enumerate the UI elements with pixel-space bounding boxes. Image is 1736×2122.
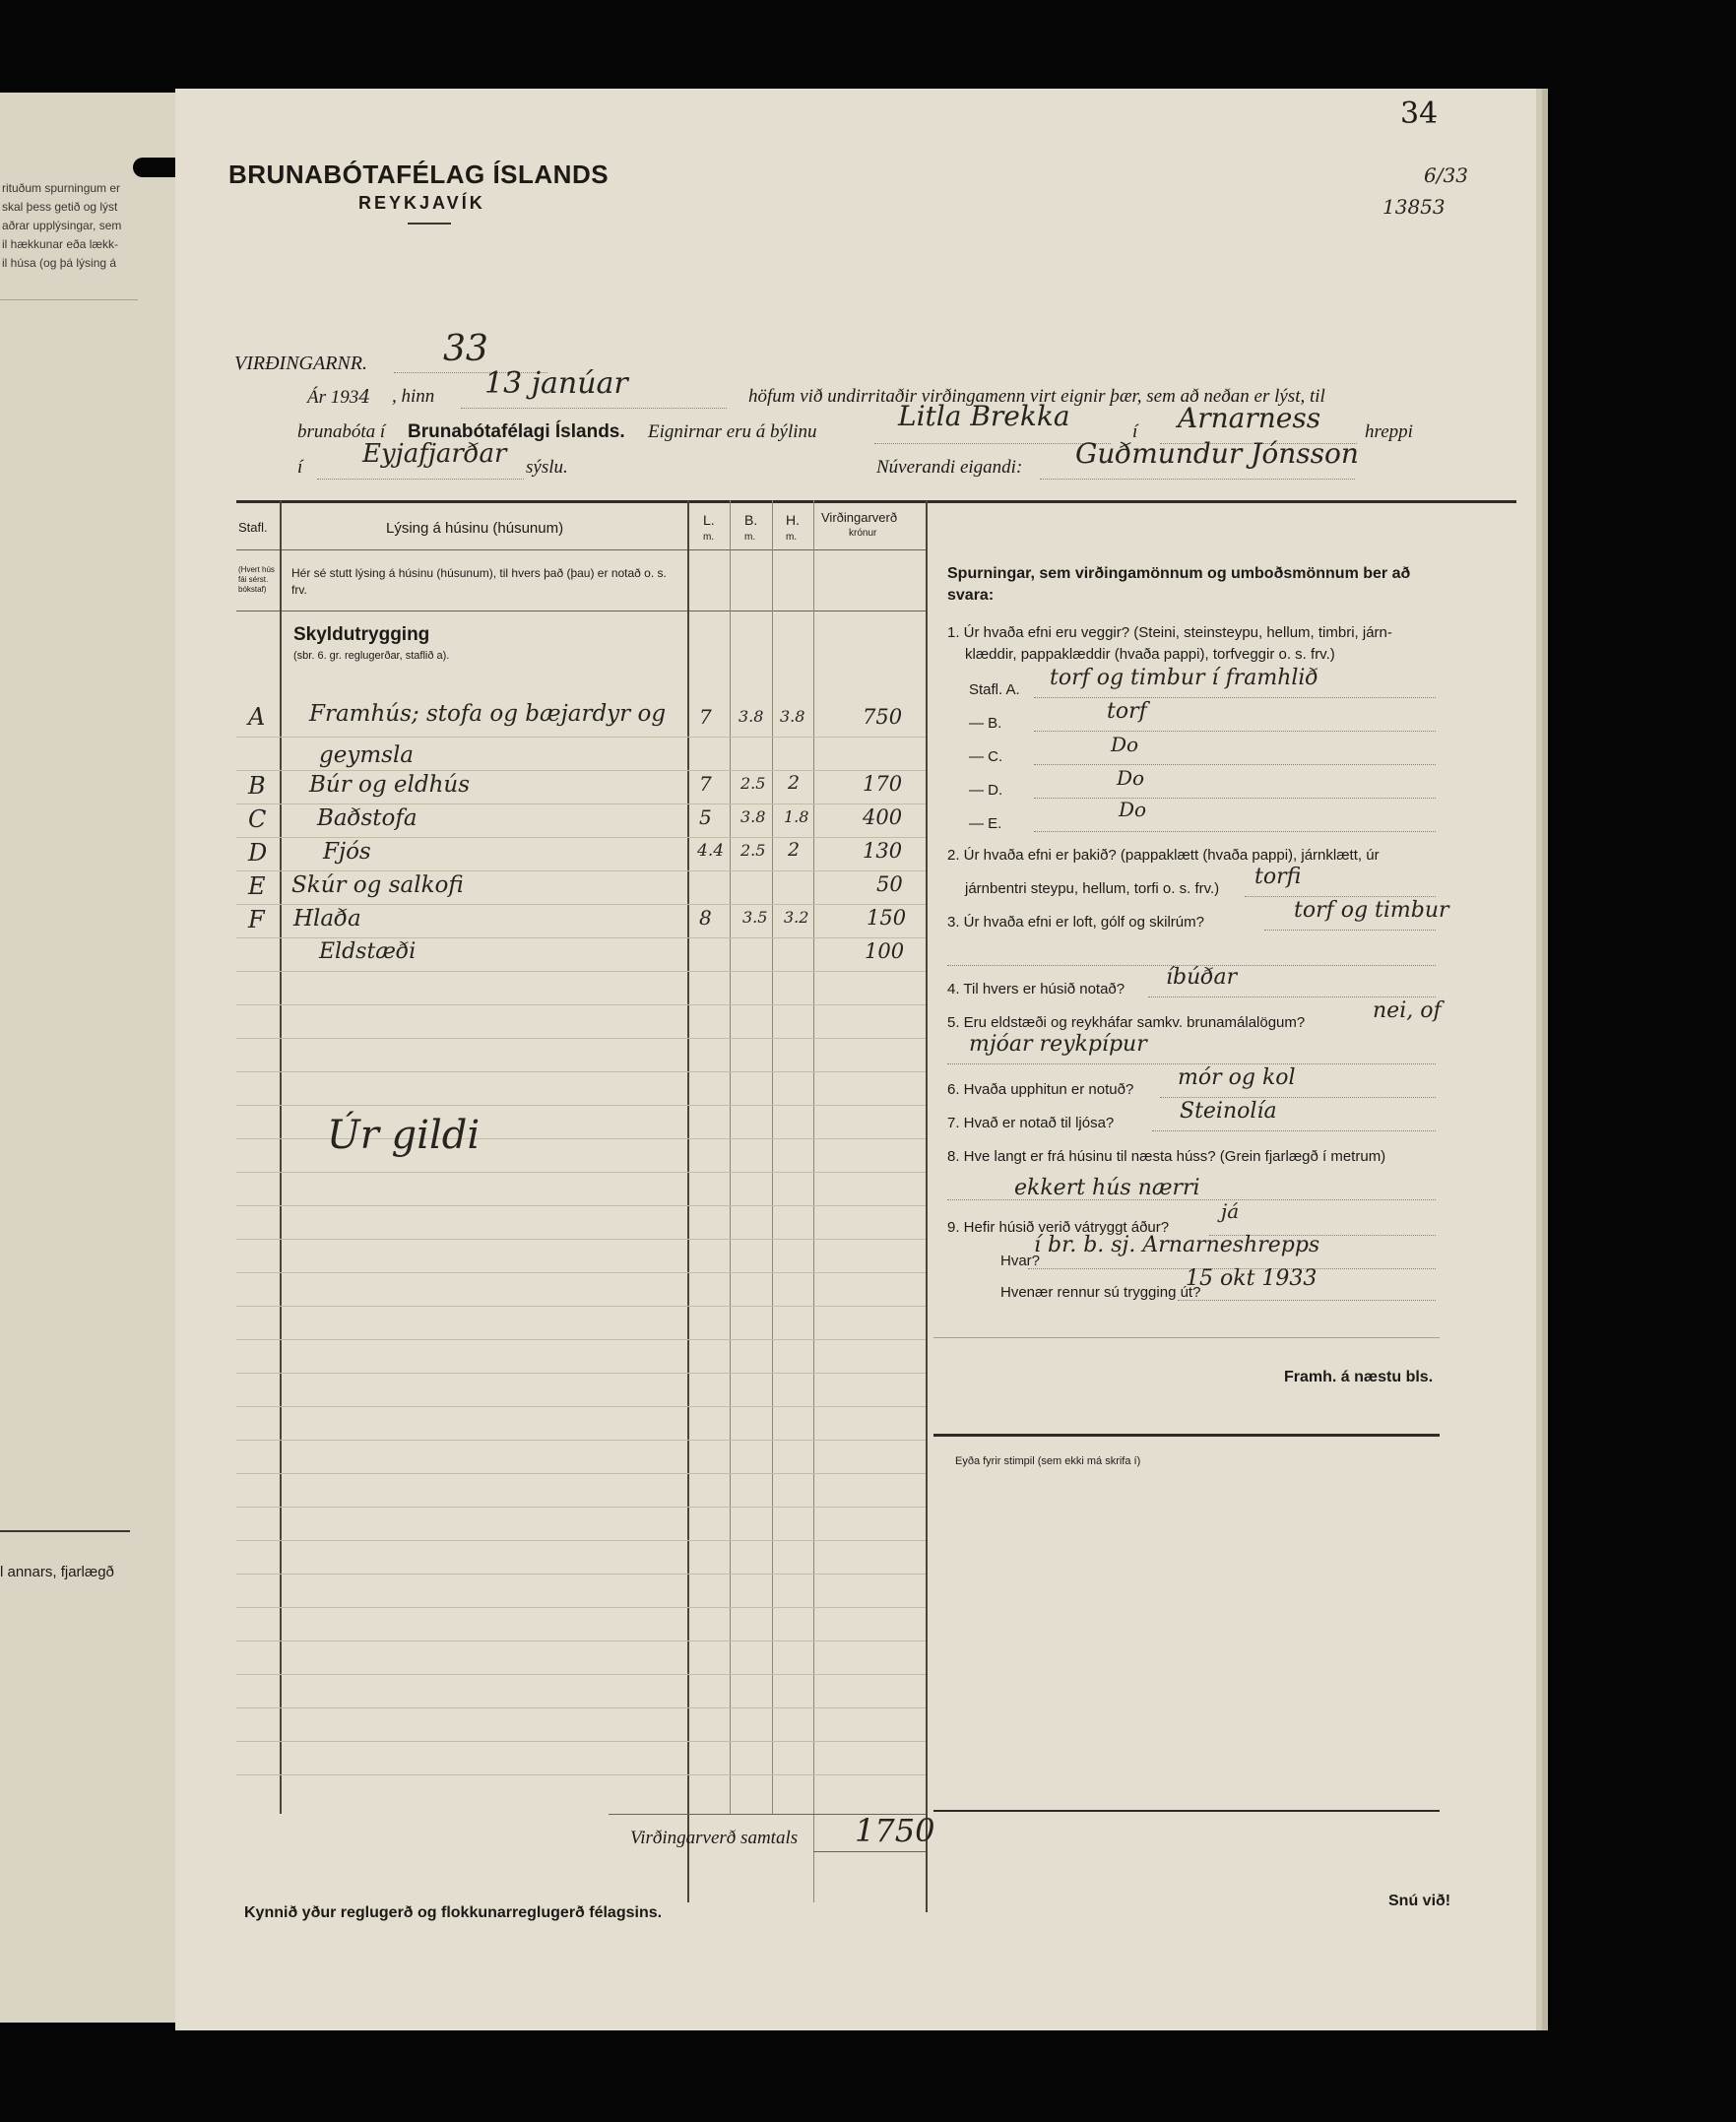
col-l-header: L. bbox=[703, 512, 715, 528]
left-line: il húsa (og þá lýsing á bbox=[2, 256, 117, 270]
sysla-value: Eyjafjarðar bbox=[362, 439, 507, 469]
q2b-text: járnbentri steypu, hellum, torfi o. s. frv.) bbox=[965, 880, 1220, 897]
table-rule-line bbox=[236, 1574, 926, 1575]
row-desc: Framhús; stofa og bæjardyr og bbox=[309, 701, 667, 727]
table-rule-line bbox=[236, 1038, 926, 1039]
q1-item-label: — E. bbox=[969, 815, 1002, 832]
col-value-header: Virðingarverð bbox=[821, 510, 898, 525]
table-rule-line bbox=[236, 904, 926, 905]
virdingarnr-label: VIRÐINGARNR. bbox=[234, 353, 367, 374]
row-b: 3.8 bbox=[739, 707, 764, 726]
i-label-2: í bbox=[297, 457, 303, 478]
q7-answer: Steinolía bbox=[1180, 1099, 1277, 1124]
q9-answer: já bbox=[1221, 1199, 1240, 1223]
col-stafl-header: Stafl. bbox=[238, 520, 268, 535]
brunabota-label: brunabóta í bbox=[297, 421, 386, 442]
col-lysing-header: Lýsing á húsinu (húsunum) bbox=[386, 520, 564, 537]
table-rule-line bbox=[236, 870, 926, 871]
table-rule-line bbox=[236, 1540, 926, 1541]
table-rule-line bbox=[236, 1707, 926, 1708]
hreppi-label: hreppi bbox=[1365, 421, 1413, 442]
table-rule-line bbox=[236, 937, 926, 938]
q8-text: 8. Hve langt er frá húsinu til næsta húss? (Grein fjarlægð í metrum) bbox=[947, 1148, 1386, 1165]
q7-text: 7. Hvað er notað til ljósa? bbox=[947, 1115, 1115, 1131]
q1-text: 1. Úr hvaða efni eru veggir? (Steini, steinsteypu, hellum, timbri, járn- bbox=[947, 624, 1392, 641]
table-rule-line bbox=[236, 1172, 926, 1173]
i-label: í bbox=[1132, 421, 1138, 442]
table-rule-line bbox=[236, 737, 926, 738]
row-value: 100 bbox=[865, 939, 905, 963]
row-stafl: C bbox=[248, 805, 267, 833]
row-value: 400 bbox=[863, 805, 903, 829]
section-title: Skyldutrygging bbox=[293, 624, 430, 645]
q1-item-value: torf og timbur í framhlið bbox=[1050, 666, 1318, 690]
company-name: Brunabótafélagi Íslands. bbox=[408, 421, 625, 442]
section-sub: (sbr. 6. gr. reglugerðar, staflið a). bbox=[293, 650, 450, 662]
row-l: 7 bbox=[699, 705, 712, 729]
table-rule-line bbox=[236, 1306, 926, 1307]
row-desc: geymsla bbox=[319, 742, 415, 768]
left-line: aðrar upplýsingar, sem bbox=[2, 219, 122, 232]
left-line: il hækkunar eða lækk- bbox=[2, 237, 119, 251]
q3-answer: torf og timbur bbox=[1294, 898, 1449, 923]
row-desc: Hlaða bbox=[293, 906, 361, 932]
q1-item-value: Do bbox=[1119, 798, 1147, 821]
row-b: 2.5 bbox=[740, 841, 766, 860]
row-h: 2 bbox=[788, 772, 801, 794]
q1-item-value: Do bbox=[1117, 766, 1145, 790]
q9-hvenaer-answer: 15 okt 1933 bbox=[1186, 1266, 1318, 1291]
row-value: 750 bbox=[863, 705, 903, 729]
year-prefix-text: Ár 193 bbox=[307, 387, 359, 408]
table-rule-line bbox=[236, 1406, 926, 1407]
syslu-label: sýslu. bbox=[526, 457, 568, 478]
left-line: skal þess getið og lýst bbox=[2, 200, 118, 214]
col-value-unit: krónur bbox=[849, 528, 877, 539]
row-value: 170 bbox=[863, 772, 903, 796]
q9-hvar-label: Hvar? bbox=[1000, 1253, 1041, 1269]
corner-ref-1: 6/33 bbox=[1424, 163, 1468, 187]
hinn-label: , hinn bbox=[392, 386, 435, 407]
row-stafl: A bbox=[248, 703, 266, 731]
total-value: 1750 bbox=[855, 1812, 935, 1849]
q6-answer: mór og kol bbox=[1178, 1065, 1296, 1090]
q9-hvenaer-label: Hvenær rennur sú trygging út? bbox=[1000, 1284, 1201, 1301]
farm-value: Litla Brekka bbox=[898, 400, 1070, 432]
row-l: 5 bbox=[699, 805, 712, 829]
left-page-bottom-text: l annars, fjarlægð bbox=[0, 1564, 114, 1580]
table-rule-line bbox=[236, 1272, 926, 1273]
row-b: 2.5 bbox=[740, 774, 766, 793]
table-rule-line bbox=[236, 1239, 926, 1240]
form-page bbox=[175, 89, 1536, 2030]
q2-text: 2. Úr hvaða efni er þakið? (pappaklætt (hvaða pappi), járnklætt, úr bbox=[947, 847, 1380, 864]
row-stafl: D bbox=[248, 839, 268, 867]
table-rule-line bbox=[236, 1205, 926, 1206]
col-b-header: B. bbox=[744, 512, 758, 528]
col-b-unit: m. bbox=[744, 532, 756, 543]
year-prefix bbox=[307, 386, 370, 409]
row-desc: Skúr og salkofi bbox=[291, 872, 464, 898]
year-digit: 4 bbox=[358, 386, 371, 408]
col-h-unit: m. bbox=[786, 532, 798, 543]
table-rule-line bbox=[236, 1440, 926, 1441]
hreppur-value: Arnarness bbox=[1178, 402, 1321, 434]
table-rule-line bbox=[236, 971, 926, 972]
q9-hvar-answer: í br. b. sj. Arnarneshrepps bbox=[1034, 1233, 1320, 1257]
q1-item-label: — D. bbox=[969, 782, 1003, 799]
row-desc: Baðstofa bbox=[317, 805, 418, 831]
left-page-snippet bbox=[2, 179, 121, 273]
table-rule-line bbox=[236, 1373, 926, 1374]
q1-item-value: torf bbox=[1107, 699, 1147, 724]
owner-label: Núverandi eigandi: bbox=[876, 457, 1023, 478]
row-l: 7 bbox=[699, 772, 712, 796]
q5-answer: nei, of bbox=[1373, 998, 1442, 1023]
row-h: 2 bbox=[788, 839, 801, 861]
lysing-note: Hér sé stutt lýsing á húsinu (húsunum), til hvers það (þau) er notað o. s. frv. bbox=[291, 566, 667, 597]
virdingarnr-value: 33 bbox=[443, 329, 488, 369]
q9-text: 9. Hefir húsið verið vátryggt áður? bbox=[947, 1219, 1170, 1236]
row-h: 1.8 bbox=[784, 807, 809, 826]
total-label: Virðingarverð samtals bbox=[630, 1828, 799, 1848]
footer-note: Kynnið yður reglugerð og flokkunarreglugerð félagsins. bbox=[244, 1904, 663, 1921]
row-b: 3.5 bbox=[742, 908, 768, 927]
table-rule-line bbox=[236, 1674, 926, 1675]
row-h: 3.2 bbox=[784, 908, 809, 927]
table-rule-line bbox=[236, 1774, 926, 1775]
table-rule-line bbox=[236, 837, 926, 838]
row-stafl: F bbox=[248, 906, 265, 933]
q5-text: 5. Eru eldstæði og reykháfar samkv. brunamálalögum? bbox=[947, 1014, 1306, 1031]
org-name: BRUNABÓTAFÉLAG ÍSLANDS bbox=[228, 160, 610, 189]
table-rule-line bbox=[236, 1339, 926, 1340]
col-l-unit: m. bbox=[703, 532, 715, 543]
eignirnar-label: Eignirnar eru á býlinu bbox=[648, 421, 817, 442]
void-stamp: Úr gildi bbox=[327, 1113, 481, 1158]
table-rule-line bbox=[236, 770, 926, 771]
page-number: 34 bbox=[1400, 96, 1439, 131]
continued-note: Framh. á næstu bls. bbox=[1284, 1369, 1434, 1385]
row-desc: Fjós bbox=[323, 839, 371, 865]
row-desc: Búr og eldhús bbox=[309, 772, 471, 798]
table-rule-line bbox=[236, 1607, 926, 1608]
table-rule-line bbox=[236, 1507, 926, 1508]
q8-answer: ekkert hús nærri bbox=[1014, 1176, 1200, 1200]
q1-item-value: Do bbox=[1111, 733, 1139, 756]
table-rule-line bbox=[236, 1741, 926, 1742]
table-rule-line bbox=[236, 1473, 926, 1474]
table-rule-line bbox=[236, 1004, 926, 1005]
q2-answer: torfi bbox=[1254, 865, 1302, 889]
stamp-area-label: Eyða fyrir stimpil (sem ekki má skrifa í) bbox=[955, 1455, 1141, 1467]
row-value: 50 bbox=[876, 872, 903, 896]
org-city: REYKJAVÍK bbox=[358, 193, 485, 213]
corner-ref-2: 13853 bbox=[1382, 195, 1446, 219]
left-line: rituðum spurningum er bbox=[2, 181, 121, 195]
questions-title: Spurningar, sem virðingamönnum og umboðsmönnum ber að svara: bbox=[947, 565, 1411, 604]
table-rule-line bbox=[236, 1071, 926, 1072]
row-stafl: E bbox=[248, 872, 266, 900]
q4-answer: íbúðar bbox=[1166, 965, 1238, 990]
q3-text: 3. Úr hvaða efni er loft, gólf og skilrúm? bbox=[947, 914, 1204, 931]
row-b: 3.8 bbox=[740, 807, 766, 826]
line1-rest: höfum við undirritaðir virðingamenn virt eignir þær, sem að neðan er lýst, til bbox=[748, 386, 1325, 407]
stafl-note: (Hvert hús fái sérst. bókstaf) bbox=[238, 565, 275, 594]
q1-item-label: Stafl. A. bbox=[969, 681, 1020, 698]
q1-item-label: — B. bbox=[969, 715, 1002, 732]
row-l: 8 bbox=[699, 906, 712, 930]
row-value: 150 bbox=[867, 906, 907, 930]
q6-text: 6. Hvaða upphitun er notuð? bbox=[947, 1081, 1134, 1098]
row-h: 3.8 bbox=[780, 707, 805, 726]
left-page bbox=[0, 93, 175, 2023]
q5-answer-2: mjóar reykpípur bbox=[969, 1032, 1147, 1057]
row-stafl: B bbox=[248, 772, 266, 800]
row-l: 4.4 bbox=[697, 841, 725, 861]
q1b-text: klæddir, pappaklæddir (hvaða pappi), torfveggir o. s. frv.) bbox=[965, 646, 1335, 663]
q1-item-label: — C. bbox=[969, 748, 1003, 765]
row-desc: Eldstæði bbox=[319, 939, 417, 964]
table-rule-line bbox=[236, 1105, 926, 1106]
turn-over-note: Snú við! bbox=[1388, 1893, 1451, 1909]
row-value: 130 bbox=[863, 839, 903, 863]
table-rule-line bbox=[236, 1640, 926, 1641]
col-h-header: H. bbox=[786, 512, 800, 528]
q4-text: 4. Til hvers er húsið notað? bbox=[947, 981, 1125, 997]
owner-value: Guðmundur Jónsson bbox=[1075, 437, 1359, 470]
date-value: 13 janúar bbox=[484, 366, 628, 401]
